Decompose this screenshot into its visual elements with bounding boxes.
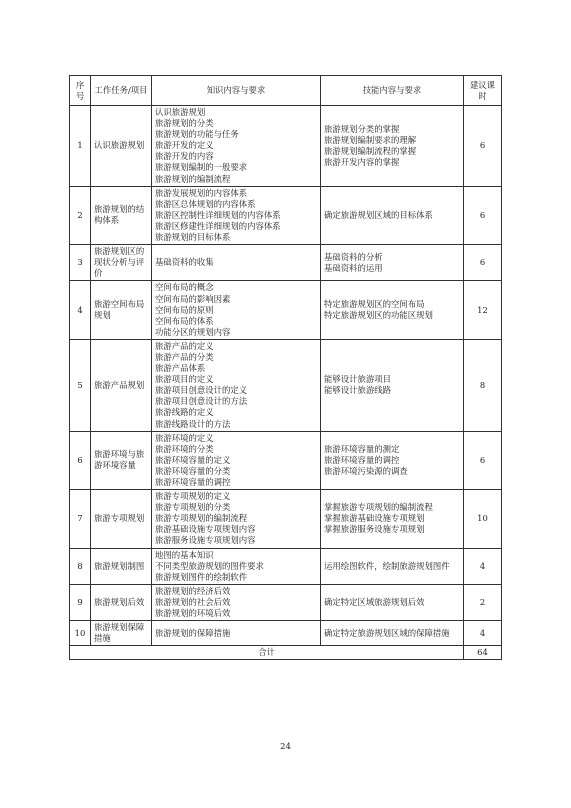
knowledge-item: 旅游区修建性详细规划的内容体系 [155,220,281,231]
row-number: 5 [70,339,91,431]
row-number: 9 [70,584,91,620]
knowledge-item: 旅游环境容量的调控 [155,477,231,487]
task-name: 旅游规划的结构体系 [91,186,152,244]
skills-cell [321,186,464,244]
skills-cell [321,106,464,187]
knowledge-item: 旅游规划的保障措施 [155,627,231,638]
knowledge-cell [152,431,321,489]
skills-cell [321,431,464,489]
hours-value: 10 [464,490,502,548]
header-task: 工作任务/项目 [91,76,152,106]
table-row [70,245,502,281]
skills-cell [321,584,464,620]
knowledge-item: 空间布局的影响因素 [155,293,231,304]
knowledge-item: 旅游规划的功能与任务 [155,129,239,140]
row-number: 4 [70,281,91,339]
header-skills: 技能内容与要求 [321,76,464,106]
knowledge-item: 旅游规划的编制流程 [155,173,231,184]
knowledge-item: 旅游开发的定义 [155,140,214,151]
knowledge-cell [152,245,321,281]
knowledge-item: 旅游专项规划的定义 [155,491,231,502]
curriculum-table [69,75,502,660]
knowledge-item: 旅游专项规划的分类 [155,502,231,513]
knowledge-item: 旅游环境的分类 [155,443,214,454]
skills-item: 特定旅游规划区的功能区规划 [324,310,433,321]
skills-item: 能够设计旅游线路 [324,385,391,396]
skills-item: 确定特定旅游规划区域的保障措施 [324,627,450,638]
row-number: 2 [70,186,91,244]
knowledge-item: 基础资料的收集 [155,257,214,268]
skills-item: 运用绘图软件，绘制旅游规划图件 [324,560,450,571]
knowledge-item: 旅游项目创意设计的定义 [155,385,248,396]
knowledge-item: 空间布局的概念 [155,282,214,293]
knowledge-item: 旅游线路的定义 [155,407,214,418]
skills-item: 掌握旅游服务设施专项规划 [324,524,425,535]
knowledge-item: 地图的基本知识 [155,549,214,560]
knowledge-item: 旅游区总体规划的内容体系 [155,198,256,209]
knowledge-item: 旅游环境容量的分类 [155,465,231,476]
knowledge-cell [152,621,321,646]
knowledge-item: 旅游规划编制的一般要求 [155,162,248,173]
knowledge-item: 旅游服务设施专项规划内容 [155,535,256,546]
knowledge-item: 旅游产品体系 [155,363,206,374]
row-number: 3 [70,245,91,281]
knowledge-cell [152,106,321,187]
knowledge-cell [152,186,321,244]
skills-item: 掌握旅游专项规划的编制流程 [324,502,433,513]
task-name: 旅游规划保障措施 [91,621,152,646]
skills-item: 确定特定区域旅游规划后效 [324,596,425,607]
table-row [70,548,502,584]
row-number: 7 [70,490,91,548]
knowledge-item: 旅游基础设施专项规划内容 [155,524,256,535]
hours-value: 2 [464,584,502,620]
hours-value: 6 [464,245,502,281]
total-row [70,646,502,660]
knowledge-item: 不同类型旅游规划的图件要求 [155,560,264,571]
skills-item: 旅游环境容量的测定 [324,443,400,454]
skills-item: 旅游环境容量的调控 [324,454,400,465]
skills-cell [321,621,464,646]
task-name: 旅游规划制图 [91,548,152,584]
table-row [70,490,502,548]
header-knowledge: 知识内容与要求 [152,76,321,106]
skills-item: 基础资料的运用 [324,262,383,273]
skills-item: 基础资料的分析 [324,251,383,262]
table-row [70,186,502,244]
knowledge-item: 旅游开发的内容 [155,151,214,162]
hours-value: 6 [464,106,502,187]
table-row [70,281,502,339]
knowledge-cell [152,584,321,620]
knowledge-item: 旅游产品的分类 [155,351,214,362]
knowledge-item: 旅游规划的环境后效 [155,608,231,619]
knowledge-item: 旅游线路设计的方法 [155,418,231,429]
header-no: 序号 [70,76,91,106]
task-name: 认识旅游规划 [91,106,152,187]
knowledge-item: 功能分区的规划内容 [155,326,231,337]
hours-value: 4 [464,621,502,646]
knowledge-cell [152,339,321,431]
skills-cell [321,548,464,584]
knowledge-cell [152,548,321,584]
task-name: 旅游产品规划 [91,339,152,431]
table-row [70,621,502,646]
hours-value: 4 [464,548,502,584]
hours-value: 8 [464,339,502,431]
knowledge-item: 旅游规划的分类 [155,118,214,129]
table-row [70,339,502,431]
knowledge-item: 空间布局的体系 [155,315,214,326]
skills-item: 旅游规划编制流程的掌握 [324,145,417,156]
knowledge-item: 旅游规划的经济后效 [155,585,231,596]
knowledge-item: 空间布局的原则 [155,304,214,315]
knowledge-item: 认识旅游规划 [155,107,206,117]
skills-cell [321,490,464,548]
knowledge-item: 旅游规划图件的绘制软件 [155,571,248,582]
table-row [70,106,502,187]
skills-item: 旅游规划分类的掌握 [324,123,400,134]
knowledge-item: 旅游专项规划的编制流程 [155,513,248,524]
knowledge-item: 旅游产品的定义 [155,340,214,351]
total-label: 合计 [70,646,464,660]
skills-cell [321,281,464,339]
row-number: 8 [70,548,91,584]
skills-item: 旅游规划编制要求的理解 [324,134,417,145]
skills-item: 旅游环境污染源的调查 [324,465,408,476]
knowledge-cell [152,281,321,339]
row-number: 6 [70,431,91,489]
knowledge-item: 旅游规划的社会后效 [155,596,231,607]
skills-cell [321,245,464,281]
task-name: 旅游专项规划 [91,490,152,548]
row-number: 10 [70,621,91,646]
skills-item: 确定旅游规划区域的目标体系 [324,209,433,220]
knowledge-item: 旅游区控制性详细规划的内容体系 [155,209,281,220]
knowledge-item: 旅游环境容量的定义 [155,454,231,465]
page-number: 24 [280,742,291,752]
row-number: 1 [70,106,91,187]
knowledge-item: 旅游发展规划的内容体系 [155,187,248,198]
skills-item: 能够设计旅游项目 [324,374,391,385]
task-name: 旅游空间布局规划 [91,281,152,339]
skills-item: 掌握旅游基础设施专项规划 [324,513,425,524]
knowledge-item: 旅游规划的目标体系 [155,232,231,243]
table-body [70,106,502,646]
task-name: 旅游环境与旅游环境容量 [91,431,152,489]
knowledge-item: 旅游项目创意设计的方法 [155,396,248,407]
skills-item: 特定旅游规划区的空间布局 [324,299,425,310]
hours-value: 12 [464,281,502,339]
table-row [70,584,502,620]
task-name: 旅游规划后效 [91,584,152,620]
knowledge-item: 旅游环境的定义 [155,432,214,443]
knowledge-cell [152,490,321,548]
total-hours: 64 [464,646,502,660]
skills-cell [321,339,464,431]
header-hours: 建议课时 [464,76,502,106]
header-row [70,76,502,106]
hours-value: 6 [464,186,502,244]
skills-item: 旅游开发内容的掌握 [324,156,400,167]
table-row [70,431,502,489]
hours-value: 6 [464,431,502,489]
task-name: 旅游规划区的现状分析与评价 [91,245,152,281]
knowledge-item: 旅游项目的定义 [155,374,214,385]
